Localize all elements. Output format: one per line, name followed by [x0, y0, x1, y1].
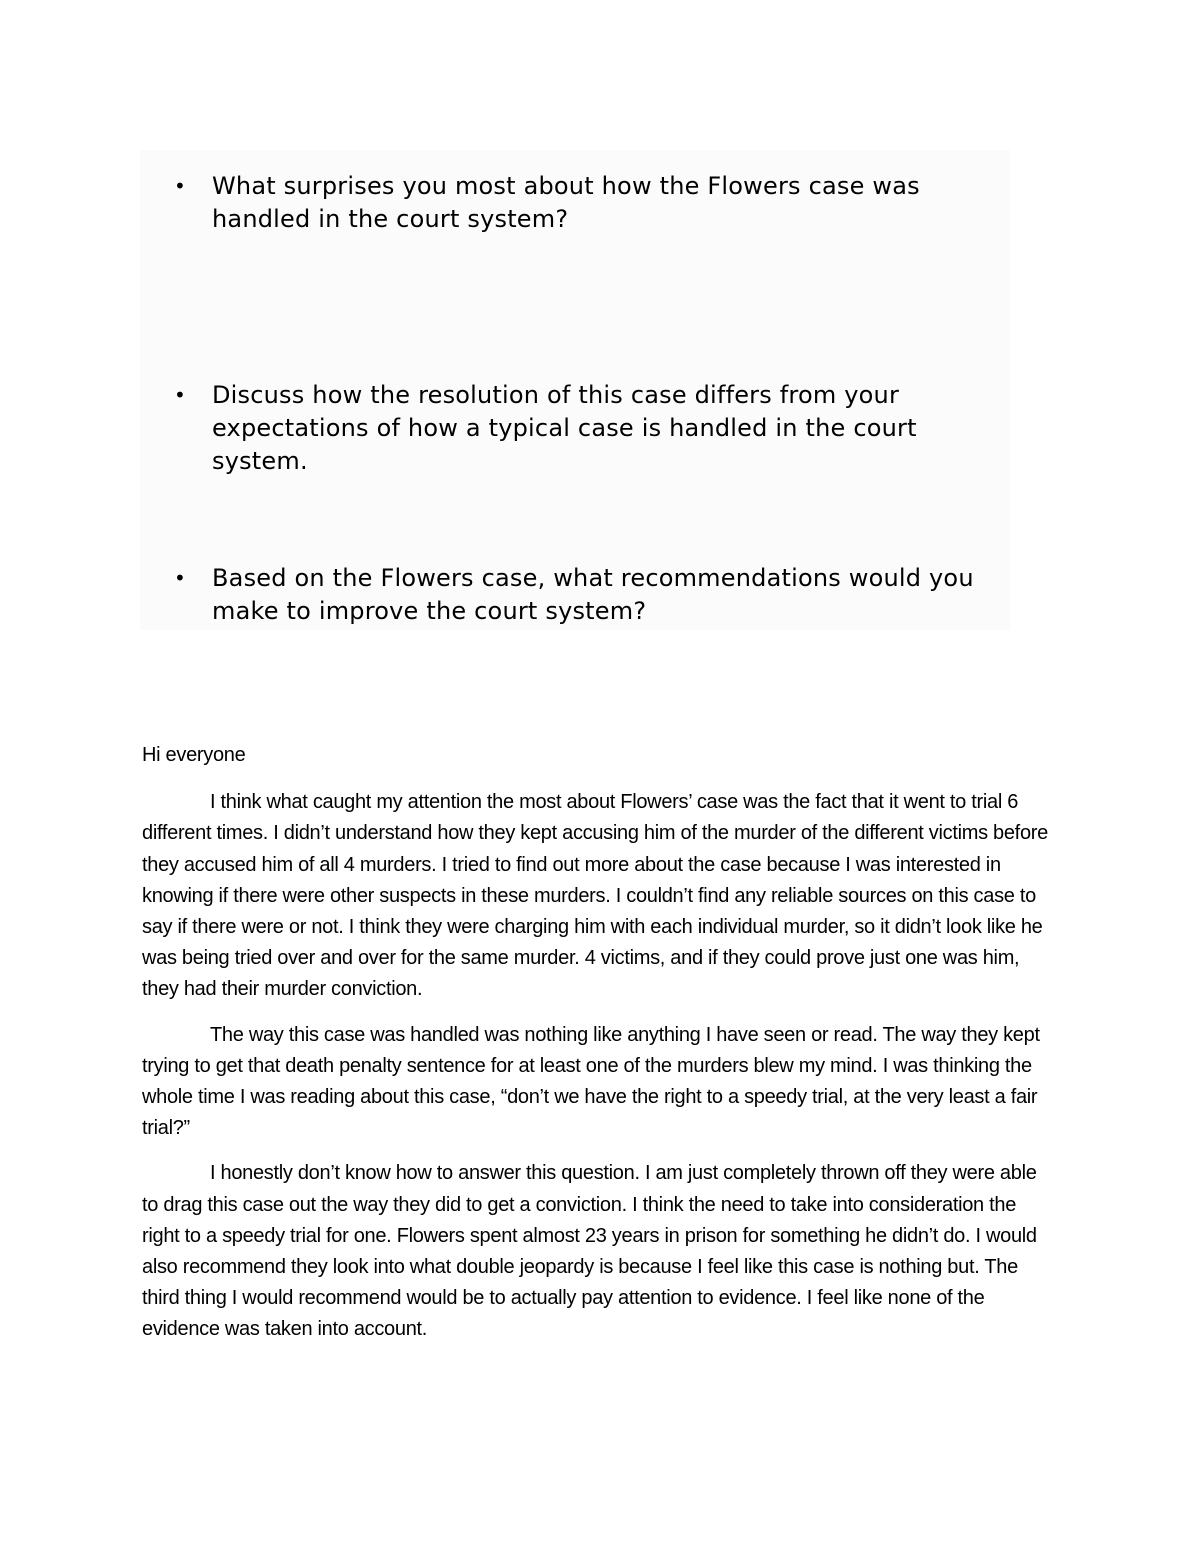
question-text: Based on the Flowers case, what recommendations would you make to improve the court system?	[212, 564, 974, 625]
discussion-questions	[140, 150, 1010, 630]
bullet-icon: •	[174, 383, 186, 407]
question-item	[174, 379, 1004, 478]
response-body	[142, 740, 1057, 1360]
response-paragraph: I think what caught my attention the most about Flowers’ case was the fact that it went to trial 6 different times. I didn’t understand how they kept accusing him of the murder of the different victims before they accused him of all 4 murders. I tried to find out more about the case because I was interested in knowing if there were other suspects in these murders. I couldn’t find any reliable sources on this case to say if there were or not. I think they were charging him with each individual murder, so it didn’t look like he was being tried over and over for the same murder. 4 victims, and if they could prove just one was him, they had their murder conviction.	[142, 791, 1048, 1001]
question-item	[174, 170, 1004, 236]
question-item	[174, 562, 1004, 628]
response-paragraph: The way this case was handled was nothing like anything I have seen or read. The way they kept trying to get that death penalty sentence for at least one of the murders blew my mind. I was thinking the whole time I was reading about this case, “don’t we have the right to a speedy trial, at the very least a fair trial?”	[142, 1023, 1040, 1140]
question-text: What surprises you most about how the Flowers case was handled in the court system?	[212, 172, 920, 233]
question-text: Discuss how the resolution of this case differs from your expectations of how a typical case is handled in the court system.	[212, 381, 917, 475]
response-paragraph: I honestly don’t know how to answer this question. I am just completely thrown off they were able to drag this case out the way they did to get a conviction. I think the need to take into consideration the right to a speedy trial for one. Flowers spent almost 23 years in prison for something he didn’t do. I would also recommend they look into what double jeopardy is because I feel like this case is nothing but. The third thing I would recommend would be to actually pay attention to evidence. I feel like none of the evidence was taken into account.	[142, 1162, 1037, 1341]
bullet-icon: •	[174, 174, 186, 198]
greeting: Hi everyone	[142, 744, 246, 766]
bullet-icon: •	[174, 566, 186, 590]
